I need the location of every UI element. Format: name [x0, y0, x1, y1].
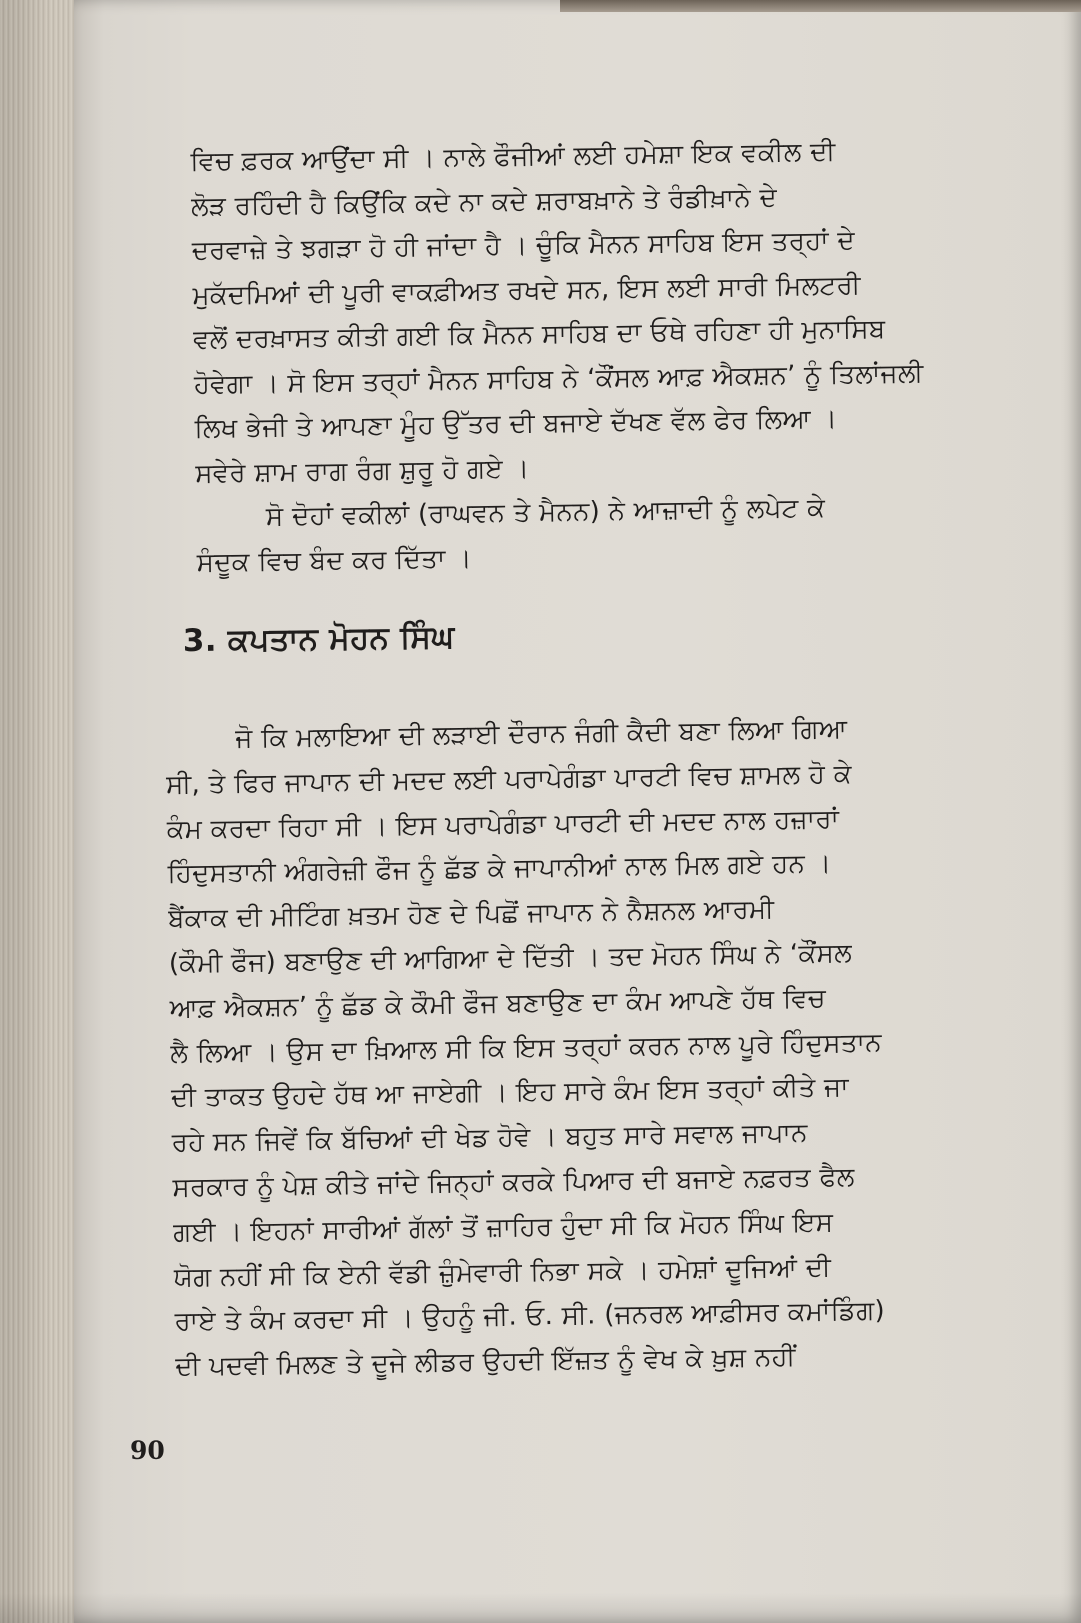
- text-line: ਕੰਮ ਕਰਦਾ ਰਿਹਾ ਸੀ । ਇਸ ਪਰਾਪੇਗੰਡਾ ਪਾਰਟੀ ਦੀ ਮਦਦ ਨਾਲ ਹਜ਼ਾਰਾਂ: [166, 804, 840, 845]
- text-line: ਸਵੇਰੇ ਸ਼ਾਮ ਰਾਗ ਰੰਗ ਸ਼ੁਰੂ ਹੋ ਗਏ ।: [195, 453, 530, 489]
- text-line: ਰਹੇ ਸਨ ਜਿਵੇਂ ਕਿ ਬੱਚਿਆਂ ਦੀ ਖੇਡ ਹੋਵੇ । ਬਹੁਤ ਸਾਰੇ ਸਵਾਲ ਜਾਪਾਨ: [171, 1118, 808, 1159]
- page-number: 90: [130, 1436, 165, 1465]
- text-line: ਸਰਕਾਰ ਨੂੰ ਪੇਸ਼ ਕੀਤੇ ਜਾਂਦੇ ਜਿਨ੍ਹਾਂ ਕਰਕੇ ਪਿਆਰ ਦੀ ਬਜਾਏ ਨਫ਼ਰਤ ਫੈਲ: [172, 1162, 855, 1203]
- text-line: ਦੀ ਤਾਕਤ ਉਹਦੇ ਹੱਥ ਆ ਜਾਏਗੀ । ਇਹ ਸਾਰੇ ਕੰਮ ਇਸ ਤਰ੍ਹਾਂ ਕੀਤੇ ਜਾ: [170, 1072, 850, 1114]
- text-line: ਲਿਖ ਭੇਜੀ ਤੇ ਆਪਣਾ ਮੂੰਹ ਉੱਤਰ ਦੀ ਬਜਾਏ ਦੱਖਣ ਵੱਲ ਫੇਰ ਲਿਆ ।: [194, 403, 838, 444]
- text-line: ਆਫ਼ ਐਕਸ਼ਨ’ ਨੂੰ ਛੱਡ ਕੇ ਕੌਮੀ ਫੌਜ ਬਣਾਉਣ ਦਾ ਕੰਮ ਆਪਣੇ ਹੱਥ ਵਿਚ: [169, 983, 827, 1024]
- text-line: ਦਰਵਾਜ਼ੇ ਤੇ ਝਗੜਾ ਹੋ ਹੀ ਜਾਂਦਾ ਹੈ । ਚੂੰਕਿ ਮੈਨਨ ਸਾਹਿਬ ਇਸ ਤਰ੍ਹਾਂ ਦੇ: [191, 225, 856, 266]
- text-line: ਮੁਕੱਦਮਿਆਂ ਦੀ ਪੂਰੀ ਵਾਕਫ਼ੀਅਤ ਰਖਦੇ ਸਨ, ਇਸ ਲਈ ਸਾਰੀ ਮਿਲਟਰੀ: [192, 269, 861, 311]
- text-line: ਬੈਂਕਾਕ ਦੀ ਮੀਟਿੰਗ ਖ਼ਤਮ ਹੋਣ ਦੇ ਪਿਛੋਂ ਜਾਪਾਨ ਨੇ ਨੈਸ਼ਨਲ ਆਰਮੀ: [167, 894, 775, 935]
- text-line: ਦੀ ਪਦਵੀ ਮਿਲਣ ਤੇ ਦੂਜੇ ਲੀਡਰ ਉਹਦੀ ਇੱਜ਼ਤ ਨੂੰ ਵੇਖ ਕੇ ਖ਼ੁਸ਼ ਨਹੀਂ: [174, 1342, 796, 1383]
- text-line: ਸੰਦੂਕ ਵਿਚ ਬੰਦ ਕਰ ਦਿੱਤਾ ।: [196, 543, 473, 578]
- top-shadow-strip: [560, 0, 1081, 12]
- text-line: ਗਈ । ਇਹਨਾਂ ਸਾਰੀਆਂ ਗੱਲਾਂ ਤੋਂ ਜ਼ਾਹਿਰ ਹੁੰਦਾ ਸੀ ਕਿ ਮੋਹਨ ਸਿੰਘ ਇਸ: [172, 1207, 834, 1248]
- text-line: ਲੈ ਲਿਆ । ਉਸ ਦਾ ਖ਼ਿਆਲ ਸੀ ਕਿ ਇਸ ਤਰ੍ਹਾਂ ਕਰਨ ਨਾਲ ਪੂਰੇ ਹਿੰਦੁਸਤਾਨ: [170, 1027, 883, 1069]
- text-line: (ਕੌਮੀ ਫੌਜ) ਬਣਾਉਣ ਦੀ ਆਗਿਆ ਦੇ ਦਿੱਤੀ । ਤਦ ਮੋਹਨ ਸਿੰਘ ਨੇ ‘ਕੌਂਸਲ: [168, 938, 853, 979]
- text-line: ਵਲੋਂ ਦਰਖ਼ਾਸਤ ਕੀਤੀ ਗਈ ਕਿ ਮੈਨਨ ਸਾਹਿਬ ਦਾ ਓਥੇ ਰਹਿਣਾ ਹੀ ਮੁਨਾਸਿਬ: [192, 314, 886, 355]
- text-line: ਰਾਏ ਤੇ ਕੰਮ ਕਰਦਾ ਸੀ । ਉਹਨੂੰ ਜੀ. ਓ. ਸੀ. (ਜਨਰਲ ਆਫ਼ੀਸਰ ਕਮਾਂਡਿੰਗ): [174, 1296, 886, 1338]
- text-line: ਸੋ ਦੋਹਾਂ ਵਕੀਲਾਂ (ਰਾਘਵਨ ਤੇ ਮੈਨਨ) ਨੇ ਆਜ਼ਾਦੀ ਨੂੰ ਲਪੇਟ ਕੇ: [265, 493, 826, 532]
- text-line: ਲੋੜ ਰਹਿੰਦੀ ਹੈ ਕਿਉਂਕਿ ਕਦੇ ਨਾ ਕਦੇ ਸ਼ਰਾਬਖ਼ਾਨੇ ਤੇ ਰੰਡੀਖ਼ਾਨੇ ਦੇ: [190, 182, 778, 222]
- text-line: ਹਿੰਦੁਸਤਾਨੀ ਅੰਗਰੇਜ਼ੀ ਫੌਜ ਨੂੰ ਛੱਡ ਕੇ ਜਾਪਾਨੀਆਂ ਨਾਲ ਮਿਲ ਗਏ ਹਨ ।: [167, 848, 832, 890]
- lower-text-block: [165, 705, 1005, 1390]
- text-line: ਹੋਵੇਗਾ । ਸੋ ਇਸ ਤਰ੍ਹਾਂ ਮੈਨਨ ਸਾਹਿਬ ਨੇ ‘ਕੌਂਸਲ ਆਫ਼ ਐਕਸ਼ਨ’ ਨੂੰ ਤਿਲਾਂਜਲੀ: [193, 358, 924, 400]
- upper-text-block: [182, 127, 998, 676]
- text-line: ਸੀ, ਤੇ ਫਿਰ ਜਾਪਾਨ ਦੀ ਮਦਦ ਲਈ ਪਰਾਪੇਗੰਡਾ ਪਾਰਟੀ ਵਿਚ ਸ਼ਾਮਲ ਹੋ ਕੇ: [165, 759, 852, 800]
- section-heading: 3. ਕਪਤਾਨ ਮੋਹਨ ਸਿੰਘ: [182, 618, 455, 660]
- text-line: ਵਿਚ ਫ਼ਰਕ ਆਉਂਦਾ ਸੀ । ਨਾਲੇ ਫੌਜੀਆਂ ਲਈ ਹਮੇਸ਼ਾ ਇਕ ਵਕੀਲ ਦੀ: [190, 136, 836, 177]
- bottom-shadow: [0, 1593, 1081, 1623]
- text-line: ਜੋ ਕਿ ਮਲਾਇਆ ਦੀ ਲੜਾਈ ਦੌਰਾਨ ਜੰਗੀ ਕੈਦੀ ਬਣਾ ਲਿਆ ਗਿਆ: [235, 714, 848, 754]
- text-line: ਯੋਗ ਨਹੀਂ ਸੀ ਕਿ ਏਨੀ ਵੱਡੀ ਜ਼ੁੰਮੇਵਾਰੀ ਨਿਭਾ ਸਕੇ । ਹਮੇਸ਼ਾਂ ਦੂਜਿਆਂ ਦੀ: [173, 1252, 832, 1293]
- book-page-edges: [0, 0, 80, 1623]
